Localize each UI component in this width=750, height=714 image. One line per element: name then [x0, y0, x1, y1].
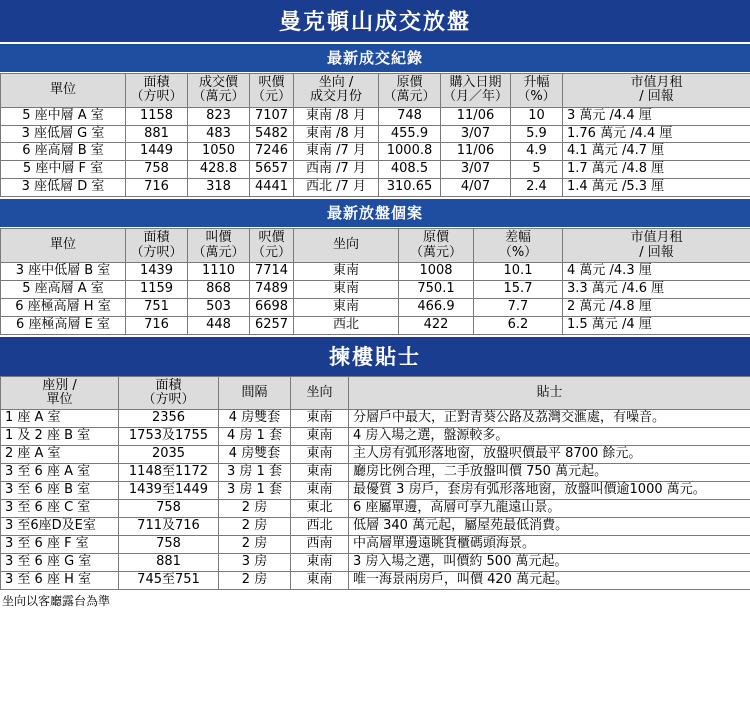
- cell-difference: 6.2: [474, 316, 563, 334]
- cell-area: 1439: [126, 262, 188, 280]
- cell-tip: 分層戶中最大，正對青葵公路及荔灣交滙處，有噪音。: [349, 410, 750, 428]
- cell-unit: 3 座中低層 B 室: [1, 262, 126, 280]
- table-latest-listings: [0, 228, 750, 334]
- col-market-rent: 市值月租 / 回報: [563, 229, 750, 263]
- cell-block-unit: 1 座 A 室: [1, 410, 119, 428]
- cell-tip: 低層 340 萬元起，屬屋苑最低消費。: [349, 517, 750, 535]
- col-asking-price: 叫價 （萬元）: [188, 229, 250, 263]
- cell-tip: 4 房入場之選，盤源較多。: [349, 428, 750, 446]
- table-row: [1, 499, 750, 517]
- cell-area: 758: [119, 499, 219, 517]
- cell-orientation: 東南: [294, 262, 399, 280]
- cell-block-unit: 3 至 6 座 B 室: [1, 481, 119, 499]
- cell-orientation: 西南 /7 月: [294, 161, 379, 179]
- table-header-row: [1, 376, 750, 410]
- cell-price: 428.8: [188, 161, 250, 179]
- cell-block-unit: 3 至 6 座 A 室: [1, 464, 119, 482]
- cell-purchase-date: 11/06: [441, 107, 511, 125]
- cell-block-unit: 3 至6座D及E室: [1, 517, 119, 535]
- cell-original-price: 310.65: [379, 179, 441, 197]
- cell-market-rent: 2 萬元 /4.8 厘: [563, 298, 750, 316]
- cell-gain: 5.9: [511, 125, 563, 143]
- section-title-latest-transactions: 最新成交紀錄: [0, 42, 750, 73]
- col-unit: 單位: [1, 74, 126, 108]
- cell-original-price: 455.9: [379, 125, 441, 143]
- cell-original-price: 408.5: [379, 161, 441, 179]
- table-row: [1, 535, 750, 553]
- cell-tip: 中高層單邊遠眺貨櫃碼頭海景。: [349, 535, 750, 553]
- col-layout: 間隔: [219, 376, 291, 410]
- cell-area: 1158: [126, 107, 188, 125]
- cell-difference: 7.7: [474, 298, 563, 316]
- cell-orientation: 西北: [294, 316, 399, 334]
- cell-original-price: 1000.8: [379, 143, 441, 161]
- table-header-row: [1, 74, 750, 108]
- cell-area: 758: [126, 161, 188, 179]
- cell-area: 716: [126, 316, 188, 334]
- cell-layout: 3 房: [219, 553, 291, 571]
- cell-original-price: 466.9: [399, 298, 474, 316]
- cell-orientation: 東南 /8 月: [294, 125, 379, 143]
- cell-market-rent: 1.4 萬元 /5.3 厘: [563, 179, 750, 197]
- col-orientation-month: 坐向 / 成交月份: [294, 74, 379, 108]
- cell-orientation: 東南: [291, 446, 349, 464]
- cell-unit-price: 6257: [250, 316, 294, 334]
- cell-layout: 3 房 1 套: [219, 464, 291, 482]
- cell-orientation: 東南 /7 月: [294, 143, 379, 161]
- table-row: [1, 161, 750, 179]
- cell-orientation: 東南: [291, 571, 349, 589]
- cell-orientation: 西北: [291, 517, 349, 535]
- col-original-price: 原價 （萬元）: [379, 74, 441, 108]
- col-difference: 差幅 （%）: [474, 229, 563, 263]
- cell-unit: 3 座低層 D 室: [1, 179, 126, 197]
- col-orientation: 坐向: [294, 229, 399, 263]
- col-price: 成交價 （萬元）: [188, 74, 250, 108]
- cell-market-rent: 3.3 萬元 /4.6 厘: [563, 280, 750, 298]
- cell-price: 823: [188, 107, 250, 125]
- cell-layout: 4 房雙套: [219, 446, 291, 464]
- cell-orientation: 東南: [291, 428, 349, 446]
- cell-unit-price: 4441: [250, 179, 294, 197]
- cell-orientation: 東南 /8 月: [294, 107, 379, 125]
- cell-unit-price: 7107: [250, 107, 294, 125]
- cell-original-price: 1008: [399, 262, 474, 280]
- table-buying-tips: [0, 376, 750, 590]
- cell-block-unit: 2 座 A 室: [1, 446, 119, 464]
- cell-area: 1439至1449: [119, 481, 219, 499]
- cell-market-rent: 1.5 萬元 /4 厘: [563, 316, 750, 334]
- cell-orientation: 東南: [291, 464, 349, 482]
- col-area: 面積 （方呎）: [119, 376, 219, 410]
- tips-title: 揀樓貼士: [0, 337, 750, 376]
- cell-unit-price: 7714: [250, 262, 294, 280]
- cell-market-rent: 1.76 萬元 /4.4 厘: [563, 125, 750, 143]
- cell-unit-price: 7246: [250, 143, 294, 161]
- cell-market-rent: 1.7 萬元 /4.8 厘: [563, 161, 750, 179]
- table-latest-transactions: [0, 73, 750, 197]
- cell-purchase-date: 11/06: [441, 143, 511, 161]
- cell-original-price: 748: [379, 107, 441, 125]
- cell-area: 881: [126, 125, 188, 143]
- cell-area: 2356: [119, 410, 219, 428]
- cell-market-rent: 3 萬元 /4.4 厘: [563, 107, 750, 125]
- cell-asking-price: 503: [188, 298, 250, 316]
- cell-block-unit: 3 至 6 座 H 室: [1, 571, 119, 589]
- cell-layout: 2 房: [219, 517, 291, 535]
- cell-price: 483: [188, 125, 250, 143]
- col-unit-price: 呎價 （元）: [250, 74, 294, 108]
- col-purchase-date: 購入日期 （月／年）: [441, 74, 511, 108]
- cell-block-unit: 1 及 2 座 B 室: [1, 428, 119, 446]
- cell-layout: 4 房雙套: [219, 410, 291, 428]
- cell-unit: 3 座低層 G 室: [1, 125, 126, 143]
- cell-original-price: 750.1: [399, 280, 474, 298]
- cell-market-rent: 4 萬元 /4.3 厘: [563, 262, 750, 280]
- cell-unit-price: 5657: [250, 161, 294, 179]
- cell-orientation: 東南: [294, 298, 399, 316]
- cell-orientation: 東北: [291, 499, 349, 517]
- cell-unit: 5 座中層 F 室: [1, 161, 126, 179]
- cell-block-unit: 3 至 6 座 F 室: [1, 535, 119, 553]
- cell-tip: 最優質 3 房戶，套房有弧形落地窗，放盤叫價逾1000 萬元。: [349, 481, 750, 499]
- cell-market-rent: 4.1 萬元 /4.7 厘: [563, 143, 750, 161]
- cell-area: 711及716: [119, 517, 219, 535]
- table-row: [1, 428, 750, 446]
- table-row: [1, 143, 750, 161]
- cell-orientation: 東南: [291, 410, 349, 428]
- col-gain: 升幅 （%）: [511, 74, 563, 108]
- cell-tip: 主人房有弧形落地窗，放盤呎價最平 8700 餘元。: [349, 446, 750, 464]
- cell-unit: 5 座高層 A 室: [1, 280, 126, 298]
- cell-unit-price: 7489: [250, 280, 294, 298]
- table-row: [1, 410, 750, 428]
- cell-unit: 6 座極高層 H 室: [1, 298, 126, 316]
- cell-block-unit: 3 至 6 座 C 室: [1, 499, 119, 517]
- table-row: [1, 316, 750, 334]
- col-orientation: 坐向: [291, 376, 349, 410]
- cell-gain: 10: [511, 107, 563, 125]
- cell-tip: 3 房入場之選，叫價約 500 萬元起。: [349, 553, 750, 571]
- cell-unit: 6 座極高層 E 室: [1, 316, 126, 334]
- table-row: [1, 517, 750, 535]
- cell-layout: 3 房 1 套: [219, 481, 291, 499]
- col-original-price: 原價 （萬元）: [399, 229, 474, 263]
- cell-block-unit: 3 至 6 座 G 室: [1, 553, 119, 571]
- cell-purchase-date: 3/07: [441, 161, 511, 179]
- cell-orientation: 西南: [291, 535, 349, 553]
- cell-original-price: 422: [399, 316, 474, 334]
- table-row: [1, 107, 750, 125]
- cell-price: 318: [188, 179, 250, 197]
- cell-orientation: 東南: [294, 280, 399, 298]
- cell-area: 1753及1755: [119, 428, 219, 446]
- cell-asking-price: 448: [188, 316, 250, 334]
- cell-orientation: 東南: [291, 553, 349, 571]
- cell-area: 745至751: [119, 571, 219, 589]
- cell-area: 758: [119, 535, 219, 553]
- table-row: [1, 446, 750, 464]
- table-row: [1, 280, 750, 298]
- cell-layout: 2 房: [219, 499, 291, 517]
- col-tips: 貼士: [349, 376, 750, 410]
- table-row: [1, 298, 750, 316]
- cell-purchase-date: 3/07: [441, 125, 511, 143]
- page-title: 曼克頓山成交放盤: [0, 0, 750, 42]
- cell-price: 1050: [188, 143, 250, 161]
- col-block-unit: 座別 / 單位: [1, 376, 119, 410]
- cell-area: 716: [126, 179, 188, 197]
- cell-orientation: 東南: [291, 481, 349, 499]
- cell-tip: 6 座屬單邊，高層可享九龍遠山景。: [349, 499, 750, 517]
- cell-area: 1159: [126, 280, 188, 298]
- table-row: [1, 125, 750, 143]
- col-market-rent: 市值月租 / 回報: [563, 74, 750, 108]
- cell-unit: 5 座中層 A 室: [1, 107, 126, 125]
- cell-unit-price: 5482: [250, 125, 294, 143]
- table-header-row: [1, 229, 750, 263]
- cell-difference: 10.1: [474, 262, 563, 280]
- table-row: [1, 464, 750, 482]
- cell-gain: 2.4: [511, 179, 563, 197]
- cell-area: 1449: [126, 143, 188, 161]
- cell-area: 751: [126, 298, 188, 316]
- cell-difference: 15.7: [474, 280, 563, 298]
- cell-layout: 4 房 1 套: [219, 428, 291, 446]
- table-row: [1, 571, 750, 589]
- cell-purchase-date: 4/07: [441, 179, 511, 197]
- cell-area: 881: [119, 553, 219, 571]
- cell-tip: 唯一海景兩房戶，叫價 420 萬元起。: [349, 571, 750, 589]
- cell-layout: 2 房: [219, 535, 291, 553]
- table-row: [1, 481, 750, 499]
- table-row: [1, 553, 750, 571]
- col-unit-price: 呎價 （元）: [250, 229, 294, 263]
- cell-asking-price: 1110: [188, 262, 250, 280]
- cell-gain: 5: [511, 161, 563, 179]
- section-title-latest-listings: 最新放盤個案: [0, 197, 750, 228]
- footnote: 坐向以客廳露台為準: [2, 593, 111, 608]
- col-unit: 單位: [1, 229, 126, 263]
- cell-area: 1148至1172: [119, 464, 219, 482]
- col-area: 面積 （方呎）: [126, 74, 188, 108]
- cell-orientation: 西北 /7 月: [294, 179, 379, 197]
- cell-tip: 廳房比例合理，二手放盤叫價 750 萬元起。: [349, 464, 750, 482]
- cell-gain: 4.9: [511, 143, 563, 161]
- cell-area: 2035: [119, 446, 219, 464]
- table-row: [1, 262, 750, 280]
- cell-unit-price: 6698: [250, 298, 294, 316]
- cell-layout: 2 房: [219, 571, 291, 589]
- cell-asking-price: 868: [188, 280, 250, 298]
- col-area: 面積 （方呎）: [126, 229, 188, 263]
- table-row: [1, 179, 750, 197]
- cell-unit: 6 座高層 B 室: [1, 143, 126, 161]
